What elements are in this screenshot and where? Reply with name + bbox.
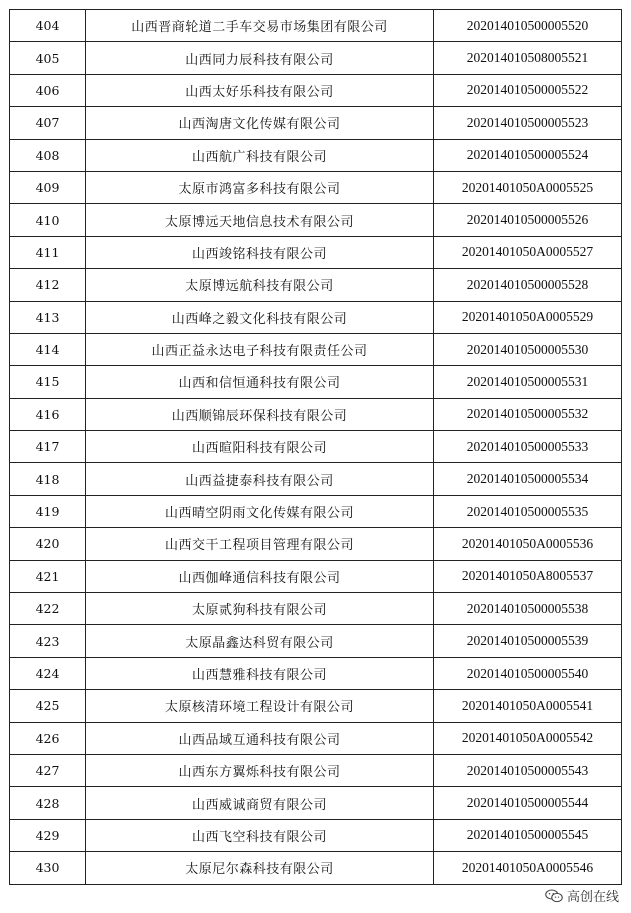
registration-code: 202014010500005534 — [434, 463, 622, 495]
company-name: 山西交干工程项目管理有限公司 — [86, 528, 434, 560]
table-row — [10, 593, 622, 625]
company-name: 山西东方翼烁科技有限公司 — [86, 754, 434, 786]
table-row — [10, 852, 622, 884]
registration-code: 202014010500005535 — [434, 495, 622, 527]
company-name: 山西正益永达电子科技有限责任公司 — [86, 333, 434, 365]
table-row — [10, 495, 622, 527]
table-row — [10, 625, 622, 657]
table-row — [10, 528, 622, 560]
table-row — [10, 722, 622, 754]
registration-code: 202014010500005523 — [434, 107, 622, 139]
company-name: 山西伽峰通信科技有限公司 — [86, 560, 434, 592]
row-number: 421 — [10, 560, 86, 592]
registration-code: 202014010508005521 — [434, 42, 622, 74]
company-name: 太原尼尔森科技有限公司 — [86, 852, 434, 884]
row-number: 426 — [10, 722, 86, 754]
row-number: 412 — [10, 269, 86, 301]
table-row — [10, 366, 622, 398]
row-number: 404 — [10, 10, 86, 42]
table-row — [10, 107, 622, 139]
table-row — [10, 560, 622, 592]
company-name: 山西晋商轮道二手车交易市场集团有限公司 — [86, 10, 434, 42]
table-row — [10, 398, 622, 430]
registration-code: 20201401050A0005527 — [434, 236, 622, 268]
table-row — [10, 690, 622, 722]
wechat-icon — [545, 889, 563, 903]
row-number: 417 — [10, 431, 86, 463]
registration-code: 20201401050A0005529 — [434, 301, 622, 333]
row-number: 429 — [10, 819, 86, 851]
table-row — [10, 74, 622, 106]
company-name: 山西慧雅科技有限公司 — [86, 657, 434, 689]
row-number: 423 — [10, 625, 86, 657]
company-name: 山西品域互通科技有限公司 — [86, 722, 434, 754]
table-row — [10, 657, 622, 689]
registration-code: 202014010500005539 — [434, 625, 622, 657]
table-row — [10, 269, 622, 301]
company-name: 山西淘唐文化传媒有限公司 — [86, 107, 434, 139]
table-row — [10, 236, 622, 268]
table-row — [10, 301, 622, 333]
row-number: 411 — [10, 236, 86, 268]
table-row — [10, 754, 622, 786]
registration-code: 202014010500005531 — [434, 366, 622, 398]
row-number: 416 — [10, 398, 86, 430]
table-row — [10, 10, 622, 42]
row-number: 405 — [10, 42, 86, 74]
row-number: 414 — [10, 333, 86, 365]
company-name: 山西益捷泰科技有限公司 — [86, 463, 434, 495]
table-row — [10, 463, 622, 495]
registration-code: 20201401050A0005525 — [434, 171, 622, 203]
registration-code: 202014010500005522 — [434, 74, 622, 106]
company-name: 太原贰狗科技有限公司 — [86, 593, 434, 625]
company-name: 山西航广科技有限公司 — [86, 139, 434, 171]
row-number: 406 — [10, 74, 86, 106]
registration-code: 202014010500005526 — [434, 204, 622, 236]
registration-code: 202014010500005520 — [434, 10, 622, 42]
company-name: 太原核清环境工程设计有限公司 — [86, 690, 434, 722]
table-row — [10, 139, 622, 171]
registration-code: 20201401050A8005537 — [434, 560, 622, 592]
registration-code: 20201401050A0005542 — [434, 722, 622, 754]
row-number: 413 — [10, 301, 86, 333]
row-number: 407 — [10, 107, 86, 139]
company-name: 太原市鸿富多科技有限公司 — [86, 171, 434, 203]
company-name: 山西太好乐科技有限公司 — [86, 74, 434, 106]
company-name: 山西威诚商贸有限公司 — [86, 787, 434, 819]
company-name: 山西晴空阴雨文化传媒有限公司 — [86, 495, 434, 527]
company-name: 山西和信恒通科技有限公司 — [86, 366, 434, 398]
table-row — [10, 787, 622, 819]
company-name: 山西峰之毅文化科技有限公司 — [86, 301, 434, 333]
company-name: 山西飞空科技有限公司 — [86, 819, 434, 851]
company-name: 山西竣铭科技有限公司 — [86, 236, 434, 268]
table-body — [10, 10, 622, 885]
registration-code: 202014010500005532 — [434, 398, 622, 430]
row-number: 430 — [10, 852, 86, 884]
row-number: 408 — [10, 139, 86, 171]
registration-code: 20201401050A0005546 — [434, 852, 622, 884]
company-name: 山西同力辰科技有限公司 — [86, 42, 434, 74]
row-number: 419 — [10, 495, 86, 527]
table-row — [10, 171, 622, 203]
company-name: 太原博远航科技有限公司 — [86, 269, 434, 301]
table-row — [10, 819, 622, 851]
registration-code: 202014010500005528 — [434, 269, 622, 301]
row-number: 420 — [10, 528, 86, 560]
watermark — [543, 886, 621, 905]
registration-code: 202014010500005530 — [434, 333, 622, 365]
registration-code: 202014010500005544 — [434, 787, 622, 819]
registration-code: 202014010500005538 — [434, 593, 622, 625]
row-number: 427 — [10, 754, 86, 786]
company-name: 山西顺锦辰环保科技有限公司 — [86, 398, 434, 430]
table-row — [10, 42, 622, 74]
registration-code: 202014010500005540 — [434, 657, 622, 689]
company-table — [9, 9, 622, 885]
table-row — [10, 431, 622, 463]
company-name: 山西暄阳科技有限公司 — [86, 431, 434, 463]
registration-code: 20201401050A0005536 — [434, 528, 622, 560]
registration-code: 202014010500005533 — [434, 431, 622, 463]
row-number: 409 — [10, 171, 86, 203]
registration-code: 202014010500005545 — [434, 819, 622, 851]
registration-code: 202014010500005543 — [434, 754, 622, 786]
row-number: 418 — [10, 463, 86, 495]
registration-code: 20201401050A0005541 — [434, 690, 622, 722]
row-number: 415 — [10, 366, 86, 398]
row-number: 424 — [10, 657, 86, 689]
watermark-text: 高创在线 — [566, 890, 619, 905]
row-number: 428 — [10, 787, 86, 819]
row-number: 422 — [10, 593, 86, 625]
registration-code: 202014010500005524 — [434, 139, 622, 171]
table-row — [10, 333, 622, 365]
row-number: 425 — [10, 690, 86, 722]
row-number: 410 — [10, 204, 86, 236]
table-row — [10, 204, 622, 236]
company-name: 太原博远天地信息技术有限公司 — [86, 204, 434, 236]
company-name: 太原晶鑫达科贸有限公司 — [86, 625, 434, 657]
